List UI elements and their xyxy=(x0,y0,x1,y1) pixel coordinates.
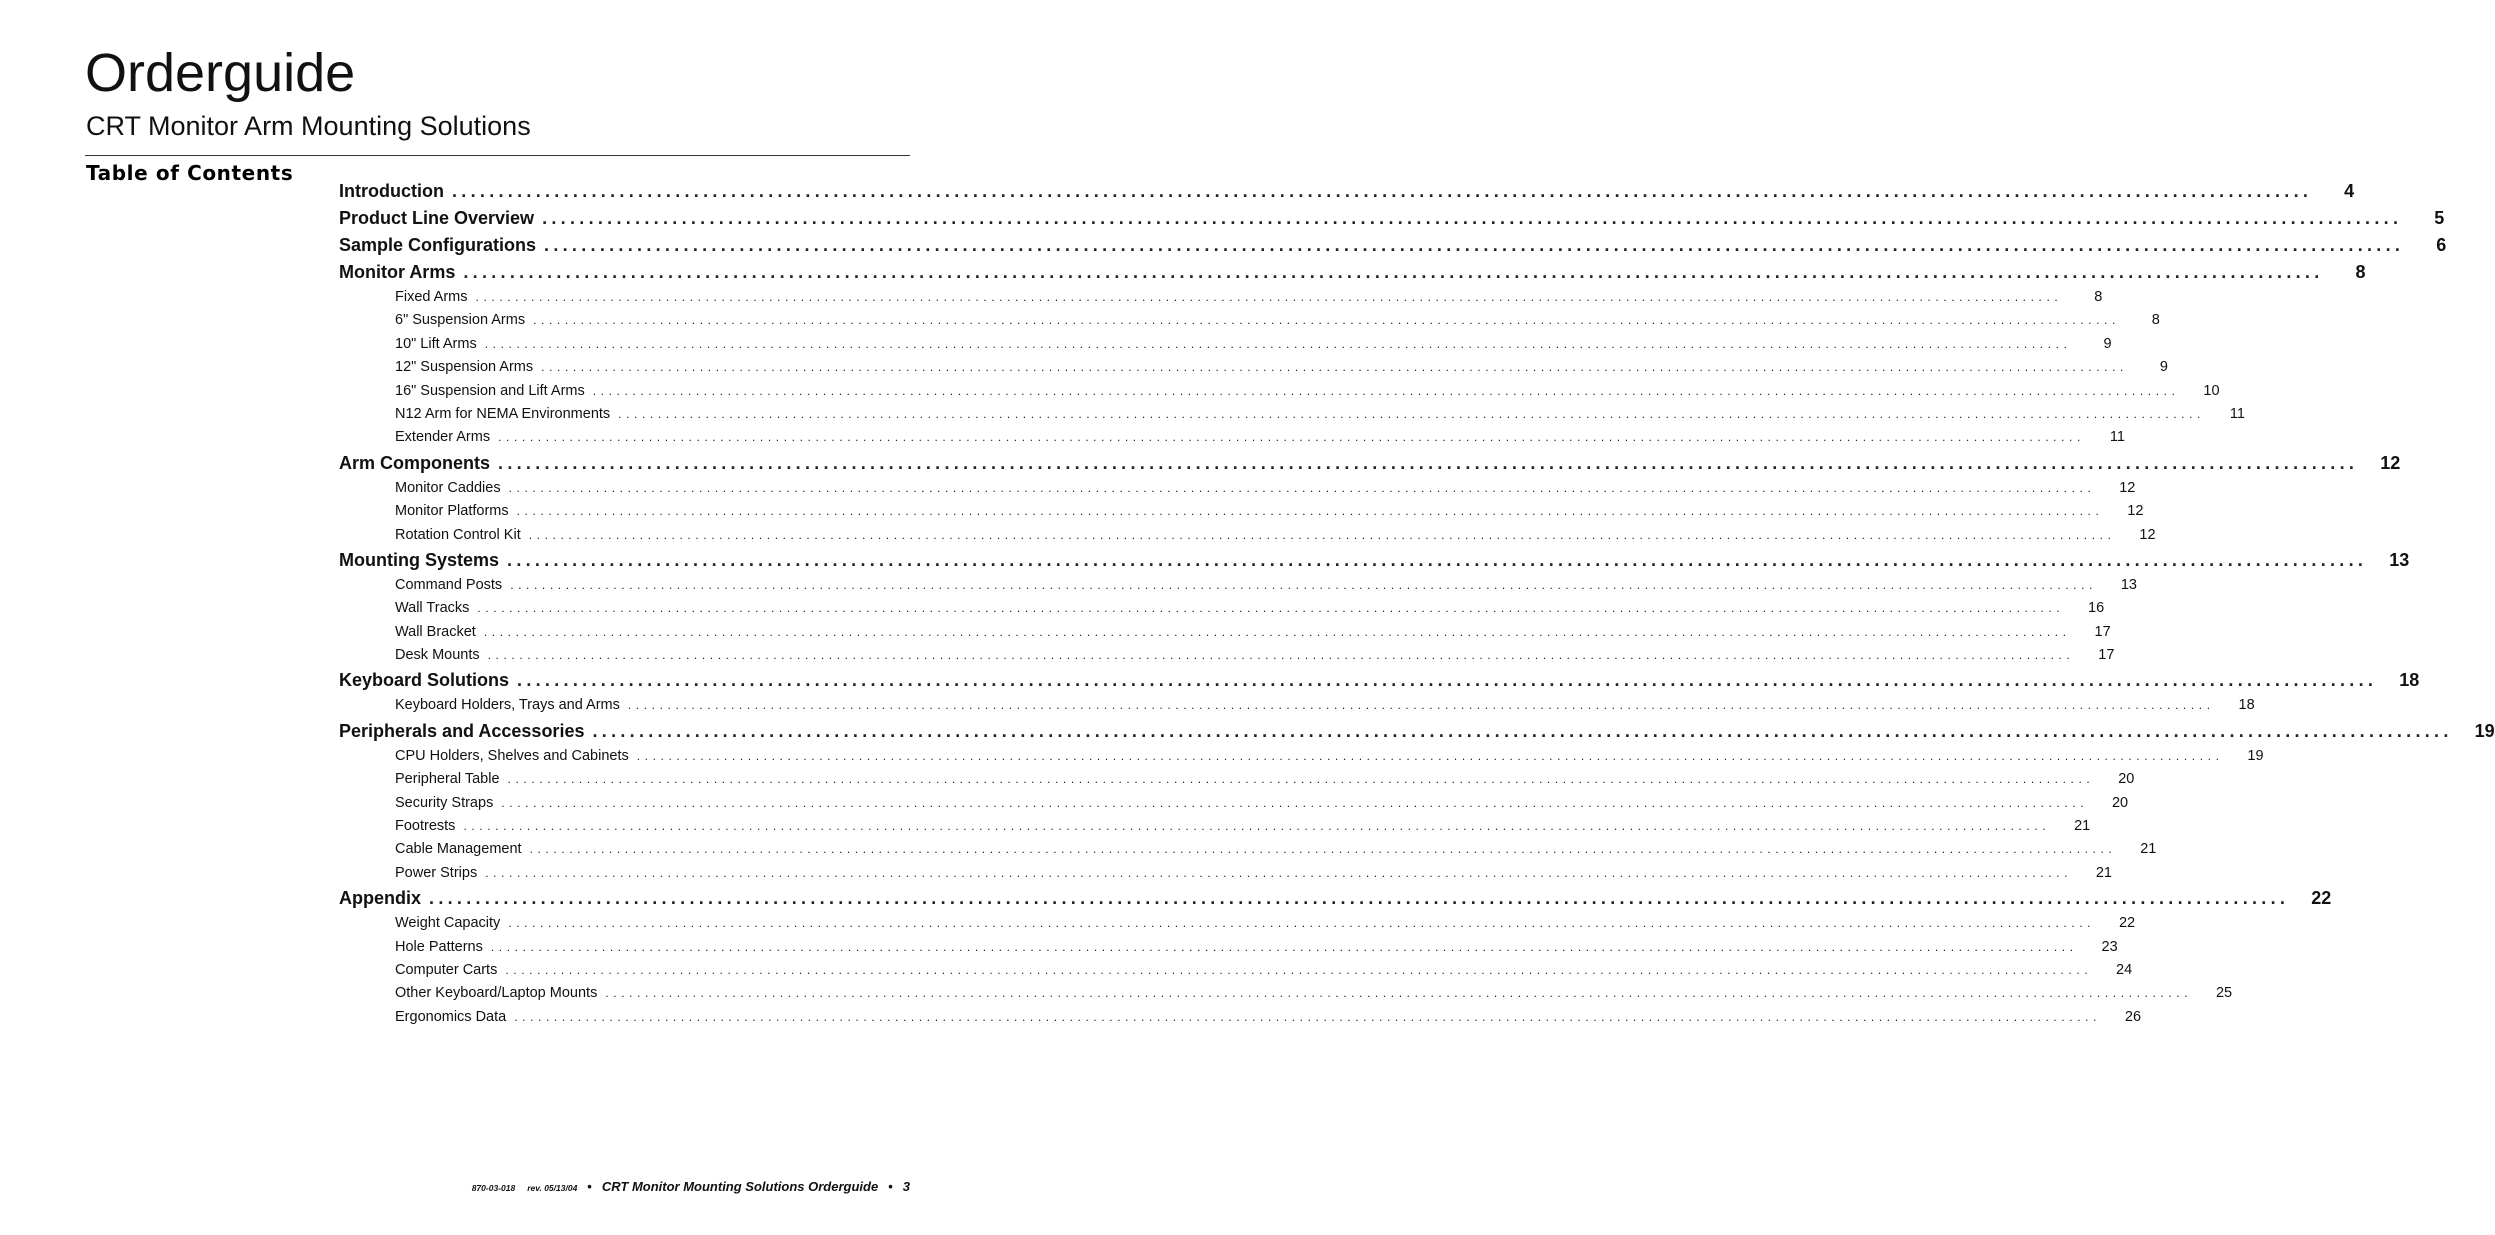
toc-entry-label: N12 Arm for NEMA Environments xyxy=(395,405,611,422)
toc-entry-label: Ergonomics Data xyxy=(395,1008,507,1025)
dot-leader: ........................................................................................................................................................................................................ xyxy=(541,360,2128,375)
dot-leader: ........................................................................................................................................................................................................ xyxy=(463,262,2324,282)
toc-subsection-entry[interactable] xyxy=(395,477,2136,500)
toc-heading: Table of Contents xyxy=(86,161,294,185)
toc-entry-page-number: 20 xyxy=(2111,794,2129,811)
toc-entry-label: Security Straps xyxy=(395,794,494,811)
toc-entry-page-number: 8 xyxy=(2094,289,2103,305)
toc-subsection-entry[interactable] xyxy=(395,597,2105,620)
dot-leader: ........................................................................................................................................................................................................ xyxy=(501,795,2089,810)
dot-leader: ........................................................................................................................................................................................................ xyxy=(542,208,2403,228)
dot-leader: ........................................................................................................................................................................................................ xyxy=(505,962,2093,977)
toc-subsection-entry[interactable] xyxy=(395,574,2137,597)
toc-subsection-entry[interactable] xyxy=(395,912,2136,935)
toc-entry-page-number: 19 xyxy=(2474,720,2495,741)
toc-subsection-entry[interactable] xyxy=(395,815,2091,838)
toc-section-entry[interactable] xyxy=(339,667,2420,694)
dot-leader: ........................................................................................................................................................................................................ xyxy=(483,624,2071,639)
toc-section-entry[interactable] xyxy=(339,205,2445,232)
dot-leader: ........................................................................................................................................................................................................ xyxy=(498,430,2085,445)
toc-subsection-entry[interactable] xyxy=(395,524,2156,547)
dot-leader: ........................................................................................................................................................................................................ xyxy=(490,939,2078,954)
toc-section-entry[interactable] xyxy=(339,232,2447,259)
toc-entry-label: Power Strips xyxy=(395,864,478,881)
toc-entry-page-number: 5 xyxy=(2434,208,2445,228)
toc-section-entry[interactable] xyxy=(339,259,2366,286)
toc-subsection-entry[interactable] xyxy=(395,982,2233,1005)
toc-subsection-entry[interactable] xyxy=(395,500,2144,523)
toc-entry-page-number: 12 xyxy=(2119,479,2136,496)
footer-bullet-icon: • xyxy=(888,1179,893,1194)
toc-entry-label: Desk Mounts xyxy=(395,647,480,664)
toc-entry-page-number: 21 xyxy=(2095,864,2112,881)
dot-leader: ........................................................................................................................................................................................................ xyxy=(463,819,2051,834)
toc-entry-page-number: 12 xyxy=(2127,503,2144,520)
toc-entry-label: Monitor Platforms xyxy=(395,503,509,520)
toc-entry-page-number: 4 xyxy=(2344,181,2355,201)
toc-entry-page-number: 24 xyxy=(2116,961,2133,978)
footer-page-number: 3 xyxy=(902,1179,910,1194)
dot-leader: ........................................................................................................................................................................................................ xyxy=(627,698,2215,713)
toc-entry-label: 16" Suspension and Lift Arms xyxy=(395,382,585,399)
toc-subsection-entry[interactable] xyxy=(395,768,2135,791)
toc-subsection-entry[interactable] xyxy=(395,356,2168,379)
toc-entry-page-number: 13 xyxy=(2389,549,2410,570)
toc-entry-page-number: 13 xyxy=(2120,576,2137,593)
toc-section-entry[interactable] xyxy=(339,178,2355,205)
toc-entry-label: Other Keyboard/Laptop Mounts xyxy=(395,985,598,1002)
toc-entry-page-number: 18 xyxy=(2238,697,2255,714)
toc-entry-label: CPU Holders, Shelves and Cabinets xyxy=(395,747,629,764)
table-of-contents xyxy=(339,178,2495,1029)
toc-entry-page-number: 25 xyxy=(2215,985,2233,1002)
dot-leader: ........................................................................................................................................................................................................ xyxy=(510,577,2097,592)
toc-subsection-entry[interactable] xyxy=(395,694,2255,717)
dot-leader: ........................................................................................................................................................................................................ xyxy=(544,235,2405,255)
toc-subsection-entry[interactable] xyxy=(395,862,2112,885)
toc-entry-label: Arm Components xyxy=(339,452,491,473)
toc-entry-label: Wall Tracks xyxy=(395,600,470,617)
toc-entry-label: 6" Suspension Arms xyxy=(395,312,526,329)
footer-revision: rev. 05/13/04 xyxy=(527,1183,578,1193)
dot-leader: ........................................................................................................................................................................................................ xyxy=(498,452,2359,473)
dot-leader: ........................................................................................................................................................................................................ xyxy=(508,480,2096,495)
footer-bullet-icon: • xyxy=(587,1179,592,1194)
dot-leader: ........................................................................................................................................................................................................ xyxy=(507,772,2095,787)
toc-entry-label: Appendix xyxy=(339,888,422,909)
page-subtitle: CRT Monitor Arm Mounting Solutions xyxy=(86,111,531,141)
toc-entry-page-number: 9 xyxy=(2159,359,2168,376)
toc-entry-label: Peripheral Table xyxy=(395,771,500,788)
toc-entry-label: Computer Carts xyxy=(395,961,498,978)
toc-entry-page-number: 10 xyxy=(2203,382,2220,399)
toc-subsection-entry[interactable] xyxy=(395,380,2220,403)
dot-leader: ........................................................................................................................................................................................................ xyxy=(517,670,2378,691)
toc-subsection-entry[interactable] xyxy=(395,621,2111,644)
dot-leader: ........................................................................................................................................................................................................ xyxy=(618,406,2205,421)
toc-entry-label: Monitor Caddies xyxy=(395,479,501,496)
page-footer xyxy=(472,1179,910,1194)
toc-subsection-entry[interactable] xyxy=(395,838,2157,861)
dot-leader: ........................................................................................................................................................................................................ xyxy=(429,888,2290,909)
toc-entry-label: Rotation Control Kit xyxy=(395,526,521,543)
header-divider xyxy=(85,155,910,156)
toc-entry-page-number: 17 xyxy=(2094,623,2111,640)
toc-entry-label: Introduction xyxy=(339,181,444,201)
toc-subsection-entry[interactable] xyxy=(395,1006,2142,1029)
dot-leader: ........................................................................................................................................................................................................ xyxy=(533,313,2120,328)
dot-leader: ........................................................................................................................................................................................................ xyxy=(475,290,2063,304)
toc-entry-page-number: 11 xyxy=(2229,405,2245,422)
toc-entry-page-number: 20 xyxy=(2118,771,2135,788)
dot-leader: ........................................................................................................................................................................................................ xyxy=(529,842,2117,857)
dot-leader: ........................................................................................................................................................................................................ xyxy=(508,916,2096,931)
toc-entry-label: Keyboard Holders, Trays and Arms xyxy=(395,697,620,714)
toc-subsection-entry[interactable] xyxy=(395,792,2129,815)
dot-leader: ........................................................................................................................................................................................................ xyxy=(451,181,2313,201)
toc-entry-label: Product Line Overview xyxy=(339,208,535,228)
toc-entry-page-number: 22 xyxy=(2311,888,2332,909)
toc-entry-page-number: 23 xyxy=(2101,938,2118,955)
page-title: Orderguide xyxy=(85,43,356,103)
dot-leader: ........................................................................................................................................................................................................ xyxy=(477,601,2065,616)
toc-entry-page-number: 18 xyxy=(2399,670,2420,691)
dot-leader: ........................................................................................................................................................................................................ xyxy=(514,1009,2102,1024)
toc-subsection-entry[interactable] xyxy=(395,644,2115,667)
toc-entry-page-number: 11 xyxy=(2109,429,2125,446)
toc-entry-page-number: 9 xyxy=(2103,335,2112,352)
toc-entry-label: Sample Configurations xyxy=(339,235,537,255)
toc-section-entry[interactable] xyxy=(339,718,2495,745)
toc-entry-page-number: 12 xyxy=(2139,526,2156,543)
toc-entry-label: Peripherals and Accessories xyxy=(339,720,585,741)
toc-entry-page-number: 8 xyxy=(2151,312,2160,329)
toc-subsection-entry[interactable] xyxy=(395,936,2118,959)
toc-entry-label: Footrests xyxy=(395,818,456,835)
toc-entry-label: Weight Capacity xyxy=(395,915,501,932)
toc-entry-label: Fixed Arms xyxy=(395,289,468,305)
dot-leader: ........................................................................................................................................................................................................ xyxy=(528,527,2116,542)
toc-entry-page-number: 16 xyxy=(2088,600,2105,617)
footer-doc-number: 870-03-018 xyxy=(471,1183,516,1193)
toc-entry-label: 10" Lift Arms xyxy=(395,335,477,352)
toc-section-entry[interactable] xyxy=(339,450,2401,477)
toc-subsection-entry[interactable] xyxy=(395,309,2160,332)
toc-section-entry[interactable] xyxy=(339,885,2332,912)
dot-leader: ........................................................................................................................................................................................................ xyxy=(592,383,2180,398)
toc-entry-page-number: 19 xyxy=(2247,747,2264,764)
toc-subsection-entry[interactable] xyxy=(395,959,2133,982)
toc-entry-page-number: 21 xyxy=(2074,818,2091,835)
toc-subsection-entry[interactable] xyxy=(395,426,2125,449)
toc-subsection-entry[interactable] xyxy=(395,403,2245,426)
toc-entry-page-number: 8 xyxy=(2355,262,2366,282)
toc-entry-page-number: 22 xyxy=(2118,915,2136,932)
toc-entry-page-number: 17 xyxy=(2098,647,2115,664)
footer-doc-title: CRT Monitor Mounting Solutions Orderguide xyxy=(601,1179,879,1194)
dot-leader: ........................................................................................................................................................................................................ xyxy=(484,336,2072,351)
dot-leader: ........................................................................................................................................................................................................ xyxy=(507,549,2368,570)
dot-leader: ........................................................................................................................................................................................................ xyxy=(636,748,2224,763)
toc-subsection-entry[interactable] xyxy=(395,333,2112,356)
toc-entry-label: Mounting Systems xyxy=(339,549,500,570)
toc-entry-label: Hole Patterns xyxy=(395,938,483,955)
toc-subsection-entry[interactable] xyxy=(395,745,2264,768)
toc-entry-page-number: 26 xyxy=(2124,1008,2142,1025)
toc-entry-label: Keyboard Solutions xyxy=(339,670,510,691)
toc-entry-page-number: 21 xyxy=(2140,841,2157,858)
toc-entry-label: Wall Bracket xyxy=(395,623,476,640)
toc-entry-page-number: 12 xyxy=(2380,452,2401,473)
dot-leader: ........................................................................................................................................................................................................ xyxy=(487,648,2075,663)
toc-section-entry[interactable] xyxy=(339,547,2410,574)
toc-entry-label: Monitor Arms xyxy=(339,262,456,282)
toc-subsection-entry[interactable] xyxy=(395,286,2103,309)
toc-entry-label: Command Posts xyxy=(395,576,503,593)
toc-entry-label: Extender Arms xyxy=(395,429,491,446)
dot-leader: ........................................................................................................................................................................................................ xyxy=(605,986,2193,1001)
toc-entry-label: Cable Management xyxy=(395,841,522,858)
dot-leader: ........................................................................................................................................................................................................ xyxy=(485,865,2072,880)
toc-entry-label: 12" Suspension Arms xyxy=(395,359,534,376)
toc-entry-page-number: 6 xyxy=(2436,235,2447,255)
dot-leader: ........................................................................................................................................................................................................ xyxy=(592,720,2453,741)
dot-leader: ........................................................................................................................................................................................................ xyxy=(516,504,2104,519)
